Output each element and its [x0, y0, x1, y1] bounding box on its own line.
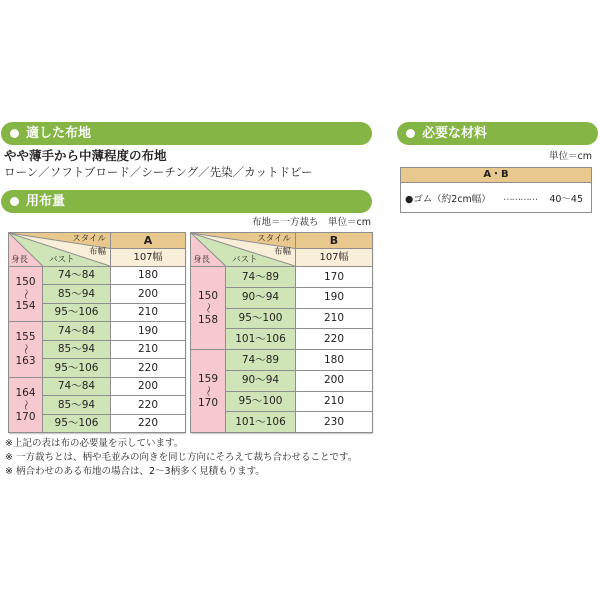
fabric-amount-cell: 190	[296, 287, 373, 308]
section-heading-suitable-fabric	[1, 122, 372, 145]
fabric-amount-cell: 220	[111, 359, 186, 377]
fabric-amount-cell: 230	[296, 412, 373, 433]
bust-range-cell: 101～106	[226, 329, 296, 350]
fabric-amount-cell: 200	[296, 370, 373, 391]
height-from: 150	[197, 290, 219, 302]
fabric-amount-cell: 200	[111, 285, 186, 303]
bust-range-cell: 95～100	[226, 308, 296, 329]
fabric-amount-cell: 200	[111, 377, 186, 395]
corner-label-bust: バスト	[49, 255, 75, 265]
bust-range-cell: 74～84	[43, 267, 111, 285]
bust-range-cell: 74～84	[43, 377, 111, 395]
material-item	[401, 183, 591, 212]
fabric-types: ローン／ソフトブロード／シーチング／先染／カットドビー	[4, 165, 313, 179]
bust-range-cell: 85～94	[43, 396, 111, 414]
fabric-amount-cell: 220	[111, 414, 186, 432]
height-to: 158	[197, 314, 219, 326]
table-row	[9, 322, 186, 340]
section-heading-text: 適した布地	[26, 126, 92, 141]
fabric-amount-cell: 190	[111, 322, 186, 340]
bullet-circle-icon	[406, 129, 415, 138]
height-to: 154	[15, 300, 36, 313]
bullet-circle-icon	[10, 129, 19, 138]
corner-label-style: スタイル	[72, 234, 106, 244]
bust-range-cell: 90～94	[226, 287, 296, 308]
bust-range-cell: 85～94	[43, 285, 111, 303]
height-range-cell	[191, 350, 226, 433]
table-row	[191, 267, 373, 288]
fabric-amount-cell: 210	[296, 391, 373, 412]
bust-range-cell: 74～89	[226, 350, 296, 371]
table-row	[191, 350, 373, 371]
height-range-cell	[9, 322, 43, 377]
corner-label-fabric-width: 布幅	[88, 247, 106, 257]
fabric-amount-grid	[190, 232, 373, 433]
fabric-amount-cell: 180	[111, 267, 186, 285]
fabric-width-cell: 107幅	[111, 249, 186, 267]
fabric-amount-cell: 210	[111, 303, 186, 321]
table-header-row	[191, 233, 373, 249]
table-header-row	[9, 233, 186, 249]
fabric-amount-cell: 210	[296, 308, 373, 329]
bust-range-cell: 74～84	[43, 322, 111, 340]
notes	[5, 437, 357, 479]
style-header-cell: A	[111, 233, 186, 249]
corner-label-bust: バスト	[232, 255, 258, 265]
materials-unit: 単位＝cm	[549, 151, 592, 162]
corner-label-height: 身長	[11, 255, 29, 265]
bullet-circle-icon	[10, 197, 19, 206]
corner-label-height: 身長	[193, 255, 211, 265]
height-from: 155	[15, 331, 36, 344]
bust-range-cell: 90～94	[226, 370, 296, 391]
height-separator: ～	[19, 399, 32, 411]
fabric-amount-cell: 210	[111, 340, 186, 358]
material-amount: 40～45	[549, 193, 583, 205]
bust-range-cell: 95～106	[43, 414, 111, 432]
table-row	[9, 267, 186, 285]
section-heading-materials	[397, 122, 598, 145]
bust-range-cell: 95～100	[226, 391, 296, 412]
section-heading-fabric-amount	[1, 190, 372, 213]
height-from: 150	[15, 276, 36, 289]
fabric-conditions-unit: 布地＝一方裁ち 単位＝cm	[252, 217, 371, 228]
fabric-width-cell: 107幅	[296, 249, 373, 267]
bust-range-cell: 85～94	[43, 340, 111, 358]
note-line: ※ 柄合わせのある布地の場合は、2～3柄多く見積もります。	[5, 466, 265, 477]
note-line: ※上記の表は布の必要量を示しています。	[5, 438, 184, 449]
height-to: 163	[15, 355, 36, 368]
fabric-amount-table-a	[8, 232, 185, 433]
fabric-amount-cell: 170	[296, 267, 373, 288]
corner-diagram	[9, 233, 110, 266]
height-separator: ～	[19, 288, 32, 300]
section-heading-text: 必要な材料	[422, 126, 488, 141]
height-separator: ～	[202, 302, 214, 314]
table-row	[9, 377, 186, 395]
bust-range-cell: 101～106	[226, 412, 296, 433]
fabric-amount-cell: 180	[296, 350, 373, 371]
corner-diagram	[191, 233, 295, 266]
section-heading-text: 用布量	[26, 194, 66, 209]
corner-label-style: スタイル	[257, 234, 291, 244]
materials-table	[400, 167, 592, 213]
height-from: 159	[197, 373, 219, 385]
corner-label-fabric-width: 布幅	[273, 247, 291, 257]
bust-range-cell: 74～89	[226, 267, 296, 288]
fabric-amount-cell: 220	[111, 396, 186, 414]
height-to: 170	[197, 397, 219, 409]
materials-style-header: A・B	[401, 168, 591, 183]
bust-range-cell: 95～106	[43, 303, 111, 321]
table-corner-header	[9, 233, 111, 267]
height-from: 164	[15, 386, 36, 399]
fabric-description: やや薄手から中薄程度の布地	[4, 148, 167, 163]
fabric-amount-table-b	[190, 232, 372, 433]
height-range-cell	[9, 377, 43, 432]
note-line: ※ 一方裁ちとは、柄や毛並みの向きを同じ方向にそろえて裁ち合わせることです。	[5, 452, 358, 463]
height-separator: ～	[202, 385, 214, 397]
fabric-amount-cell: 220	[296, 329, 373, 350]
height-range-cell	[191, 267, 226, 350]
bust-range-cell: 95～106	[43, 359, 111, 377]
material-name: ●ゴム（約2cm幅）	[405, 193, 491, 205]
height-range-cell	[9, 267, 43, 322]
leader-dots: …………	[503, 192, 538, 203]
table-corner-header	[191, 233, 296, 267]
height-to: 170	[15, 410, 36, 423]
height-separator: ～	[19, 344, 32, 355]
fabric-amount-grid	[8, 232, 186, 433]
style-header-cell: B	[296, 233, 373, 249]
